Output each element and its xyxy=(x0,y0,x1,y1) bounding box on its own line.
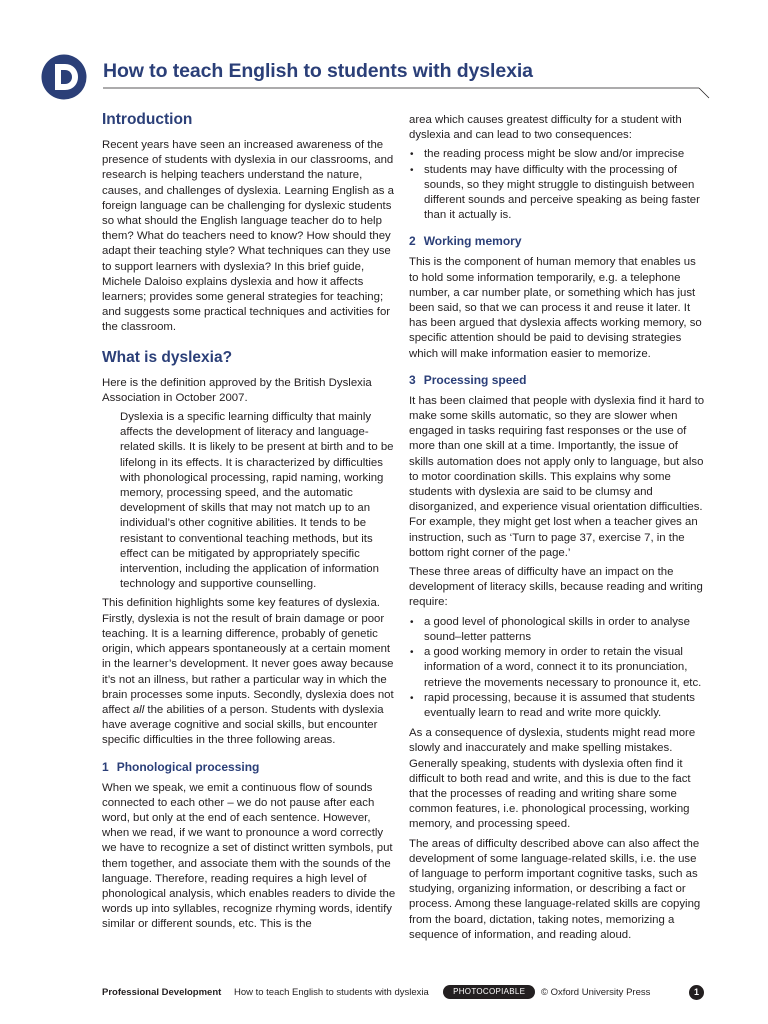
working-memory-paragraph: This is the component of human memory that enables us to hold some information temporarily, e.g. a telephone number, a car number plate, or something which has just been said, so that we can process it and reuse it later. It has been argued that dyslexia affects working memory, so specific attention should be paid to devising strategies which will make information easier to memorize. xyxy=(409,256,702,360)
list-item: • a good working memory in order to retain the visual information of a word, connect it to its pronunciation, retrieve the movements necessary to pronounce it, etc. xyxy=(409,645,705,691)
processing-speed-heading xyxy=(409,372,705,388)
working-memory-heading xyxy=(409,233,705,249)
phonological-processing-paragraph: When we speak, we emit a continuous flow of sounds connected to each other – we do not pause after each word, but only at the end of each sentence. However, when we read, if we want to pronounce a word correctly we have to recognize a set of distinct written symbols, put them together, and associate them with the sounds of the language. Therefore, reading requires a high level of phonological analysis, which enables readers to divide the words up into syllables, recognize rhyming words, identify similar or different sounds, etc. This is the xyxy=(102,781,396,931)
section-number: 2 xyxy=(409,234,416,249)
page-footer xyxy=(102,984,704,1002)
definition-intro-paragraph: Here is the definition approved by the British Dyslexia Association in October 2007. xyxy=(102,376,372,404)
footer-series: Professional Development xyxy=(102,987,222,998)
list-item: • rapid processing, because it is assumed that students eventually learn to read and write more quickly. xyxy=(409,691,705,721)
language-skills-paragraph: The areas of difficulty described above can also affect the development of some language-related skills, i.e. the use of language to perform important cognitive tasks, such as studying, organizing information, or describing a fact or process. Among these language-related skills are copying from the board, dictation, taking notes, memorizing a sequence of information, and reading aloud. xyxy=(409,837,701,941)
definition-emphasis: all xyxy=(132,703,145,716)
consequences-list xyxy=(409,147,705,223)
section-title: Phonological processing xyxy=(116,759,260,774)
title-rule xyxy=(103,87,711,99)
footer-right xyxy=(443,984,704,1002)
list-item: • the reading process might be slow and/or imprecise xyxy=(409,147,705,162)
literacy-requirements-list xyxy=(409,615,705,721)
footer-doc-title: How to teach English to students with dyslexia xyxy=(233,987,429,998)
left-column xyxy=(102,110,396,937)
section-number: 1 xyxy=(102,759,109,774)
continued-paragraph: area which causes greatest difficulty for a student with dyslexia and can lead to two consequences: xyxy=(409,114,682,142)
page-number: 1 xyxy=(689,985,704,1000)
definition-quote: Dyslexia is a specific learning difficulty that mainly affects the development of literacy and language-related skills. It is likely to be present at birth and to be lifelong in its effects. It is characterized by difficulties with phonological processing, rapid naming, working memory, processing speed, and the automatic development of skills that may not match up to an individual’s other cognitive abilities. It tends to be resistant to conventional teaching methods, but its effect can be mitigated by appropriately specific intervention, including the application of information technology and supportive counselling. xyxy=(120,411,394,591)
list-item: • a good level of phonological skills in order to analyse sound–letter patterns xyxy=(409,615,705,645)
definition-text-part-1: This definition highlights some key features of dyslexia. Firstly, dyslexia is not the result of brain damage or poor teaching. It is a learning difference, probably of genetic origin, which appears spontaneously at a certain moment in the learner’s development. It never goes away because it’s not an illness, but rather a particular way in which the brain processes some inputs. Secondly, dyslexia does not affect xyxy=(102,597,394,716)
section-title: Processing speed xyxy=(423,372,527,387)
list-item: • students may have difficulty with the processing of sounds, so they might struggle to distinguish between different sounds and perceive speaking as being faster than it actually is. xyxy=(409,163,705,224)
what-is-dyslexia-heading: What is dyslexia? xyxy=(102,348,233,366)
oup-logo-icon xyxy=(41,54,87,100)
consequence-paragraph: As a consequence of dyslexia, students might read more slowly and inaccurately and make spelling mistakes. Generally speaking, students with dyslexia often find it difficult to both read and write, and this is due to the fact that the processes of reading and writing share some common features, i.e. phonological processing, working memory, and processing speed. xyxy=(409,727,696,831)
introduction-heading: Introduction xyxy=(102,111,193,128)
section-number: 3 xyxy=(409,372,416,387)
right-column xyxy=(409,113,705,947)
page-title: How to teach English to students with dyslexia xyxy=(103,60,533,82)
processing-speed-paragraph: It has been claimed that people with dyslexia find it hard to make some skills automatic, so they are slower when engaged in tasks requiring fast responses or the use of more than one skill at a time. Importantly, the issue of skills automation does not apply only to language, but also to motor coordination skills. This explains why some students with dyslexia are said to be clumsy and disorganized, and experience visual orientation difficulties. For example, they might get lost when a teacher gives an instruction, such as ‘Turn to page 37, exercise 7, in the bottom right corner of the page.’ xyxy=(409,394,705,559)
phonological-processing-heading xyxy=(102,759,396,775)
section-title: Working memory xyxy=(423,234,522,249)
definition-text-part-2: the abilities of a person. Students with dyslexia have average cognitive and social skills, but encounter specific difficulties in the three following areas. xyxy=(102,703,384,747)
definition-discussion-paragraph xyxy=(102,596,396,748)
introduction-paragraph: Recent years have seen an increased awareness of the presence of students with dyslexia in our classrooms, and research is helping teachers understand the nature, causes, and challenges of dyslexia. Learning English as a foreign language can be challenging for dyslexic students so what should the English language teacher do to help them? What do teachers need to know? How should they adapt their teaching style? What techniques can they use to support learners with dyslexia? In this brief guide, Michele Daloiso explains dyslexia and how it affects learners; provides some general strategies for teaching; and suggests some practical techniques and activities for the classroom. xyxy=(102,139,394,334)
copyright-text: © Oxford University Press xyxy=(540,987,651,998)
photocopiable-badge: PHOTOCOPIABLE xyxy=(443,985,535,999)
literacy-impact-paragraph: These three areas of difficulty have an impact on the development of literacy skills, because reading and writing require: xyxy=(409,566,703,609)
